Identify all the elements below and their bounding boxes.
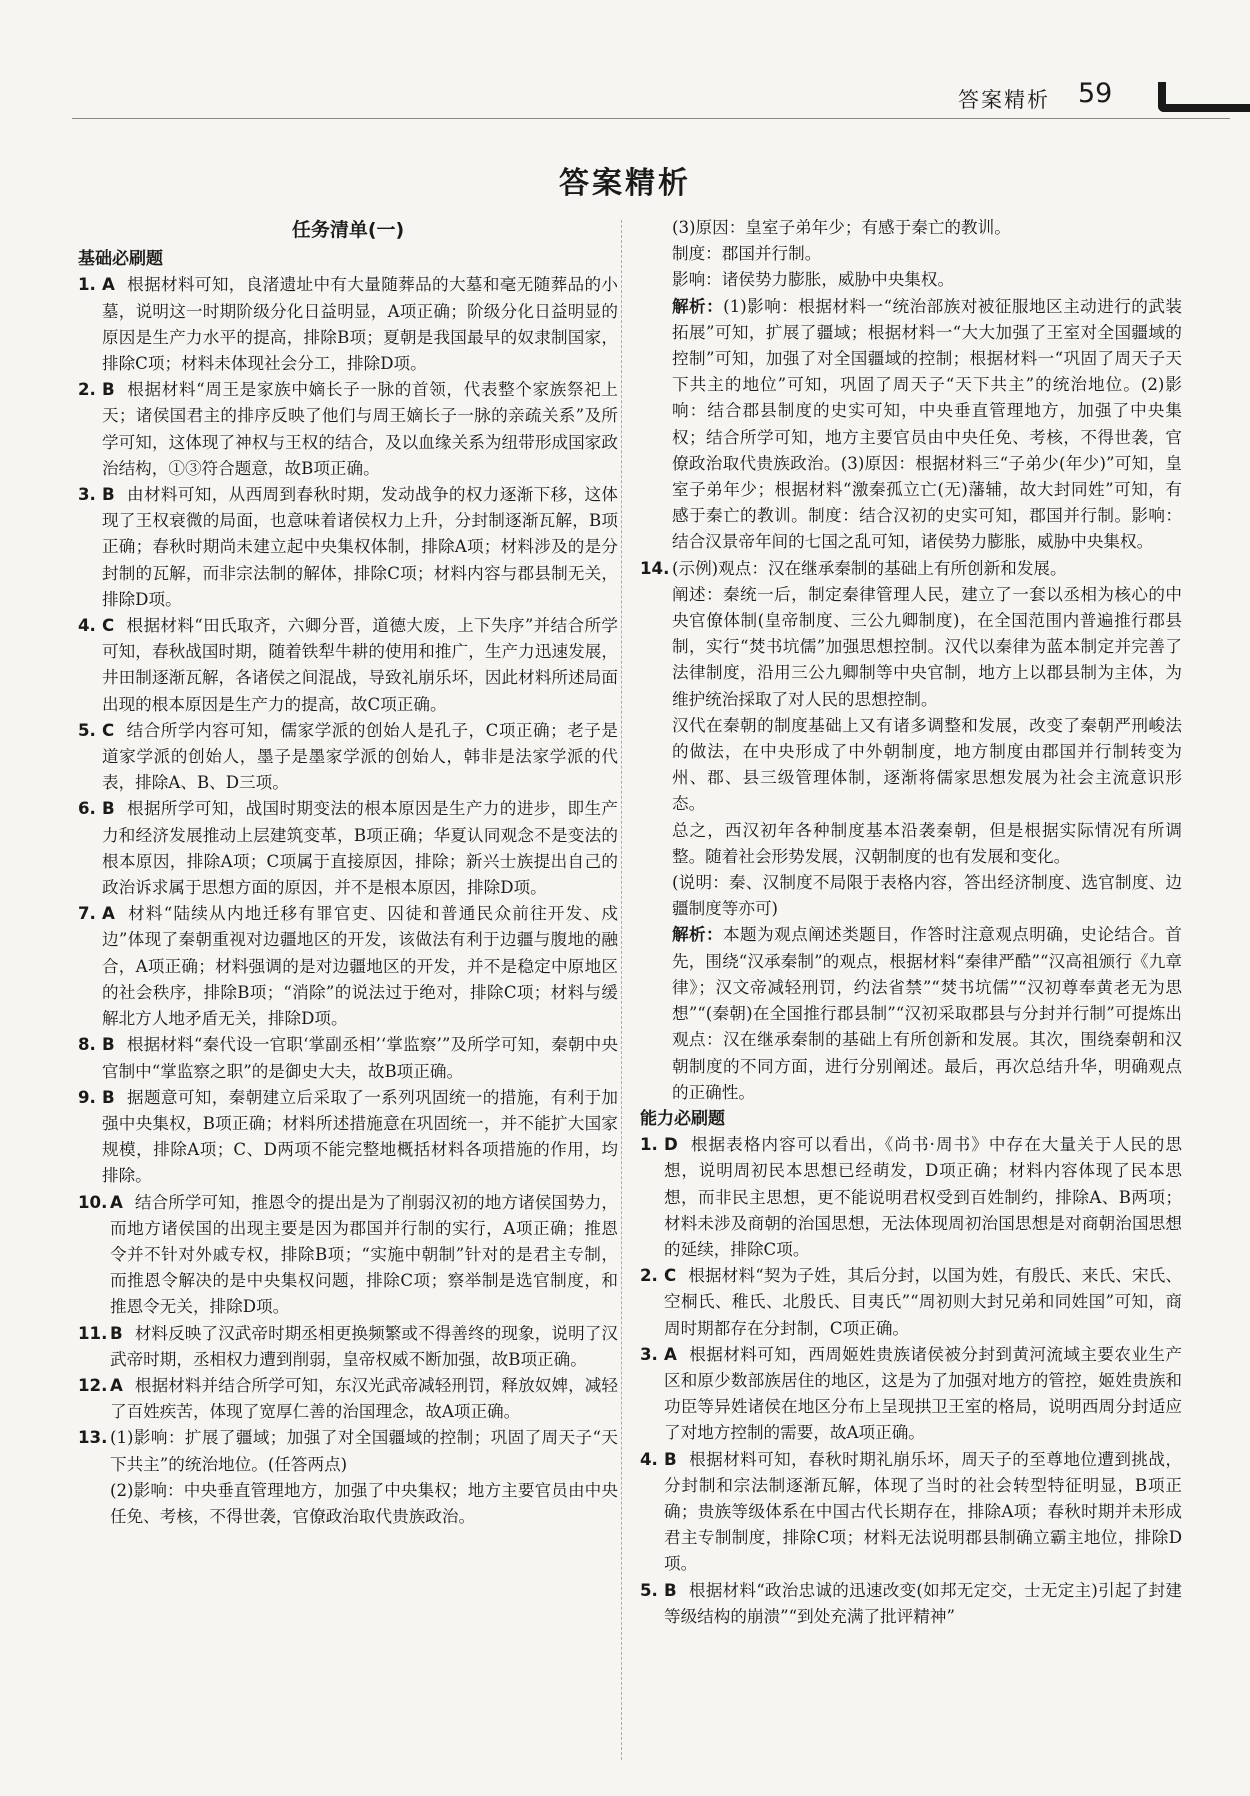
item-text xyxy=(102,482,618,613)
answer-item xyxy=(78,272,618,377)
item-text xyxy=(102,796,618,901)
answer-item xyxy=(78,1085,618,1190)
explanation: 材料反映了汉武帝时期丞相更换频繁或不得善终的现象，说明了汉武帝时期，丞相权力遭到削弱，皇帝权威不断加强，故B项正确。 xyxy=(110,1323,618,1369)
item-number: 1. xyxy=(78,275,96,295)
item-text xyxy=(102,613,618,718)
answer-item xyxy=(78,377,618,482)
item-number: 10. xyxy=(78,1192,108,1212)
answer-item xyxy=(78,1190,618,1321)
section-title: 任务清单(一) xyxy=(291,219,405,241)
item-number: 9. xyxy=(78,1087,96,1107)
answer-part: (说明：秦、汉制度不局限于表格内容，答出经济制度、选官制度、边疆制度等亦可) xyxy=(672,873,1182,919)
item-text xyxy=(664,1132,1182,1263)
answer-letter: B xyxy=(664,1580,677,1600)
analysis xyxy=(672,922,1182,1105)
item-text xyxy=(102,1085,618,1190)
answer-part: (示例)观点：汉在继承秦制的基础上有所创新和发展。 xyxy=(672,558,1067,578)
answer-item xyxy=(640,556,1182,1106)
page-title: 答案精析 xyxy=(559,166,691,201)
answer-part: 阐述：秦统一后，制定秦律管理人民，建立了一套以丞相为核心的中央官僚体制(皇帝制度、三公九卿制度)，在全国范围内普遍推行郡县制，实行“焚书坑儒”加强思想控制。汉代以秦律为蓝本制定并完善了法律制度，沿用三公九卿制等中央官制，地方上以郡县制为主体，为维护统治採取了对人民的思想控制。 xyxy=(672,584,1182,709)
answer-item xyxy=(78,1425,618,1530)
column-divider xyxy=(621,220,622,1760)
item-text xyxy=(102,718,618,797)
answer-item xyxy=(640,1132,1182,1263)
explanation: 根据材料可知，春秋时期礼崩乐坏，周天子的至尊地位遭到挑战，分封制和宗法制逐渐瓦解，体现了当时的社会转型特征明显，B项正确；贵族等级体系在中国古代长期存在，排除A项；春秋时期并未形成君主专制制度，排除C项；材料无法说明郡县制确立霸主地位，排除D项。 xyxy=(664,1449,1182,1574)
basic-section-heading: 基础必刷题 xyxy=(78,249,163,270)
item-number: 14. xyxy=(640,558,670,578)
answer-item xyxy=(78,796,618,901)
item-number: 2. xyxy=(640,1266,658,1286)
analysis-label: 解析： xyxy=(672,296,724,316)
item-text xyxy=(110,1373,618,1425)
item-text xyxy=(102,901,618,1032)
answer-letter: A xyxy=(110,1375,123,1395)
item-number: 5. xyxy=(78,720,96,740)
header-rule xyxy=(72,118,1230,119)
explanation: 根据所学可知，战国时期变法的根本原因是生产力的进步，即生产力和经济发展推动上层建筑变革，B项正确；华夏认同观念不是变法的根本原因，排除A项；C项属于直接原因，排除；新兴士族提出自己的政治诉求属于思想方面的原因，并不是根本原因，排除D项。 xyxy=(102,799,618,898)
answer-item xyxy=(640,1263,1182,1342)
item-number: 4. xyxy=(640,1449,658,1469)
explanation: 根据材料并结合所学可知，东汉光武帝减轻刑罚，释放奴婢，减轻了百姓疾苦，体现了宽厚仁善的治国理念，故A项正确。 xyxy=(110,1375,618,1422)
item-number: 2. xyxy=(78,380,96,400)
answer-part: 汉代在秦朝的制度基础上又有诸多调整和发展，改变了秦朝严刑峻法的做法，在中央形成了中外朝制度，地方制度由郡国并行制转变为州、郡、县三级管理体制，逐渐将儒家思想发展为社会主流意识形态。 xyxy=(672,715,1182,814)
explanation: 据题意可知，秦朝建立后采取了一系列巩固统一的措施，有利于加强中央集权，B项正确；材料所述措施意在巩固统一，并不能扩大国家规模，排除A项；C、D两项不能完整地概括材料各项措施的作用，均排除。 xyxy=(102,1087,618,1186)
answer-letter: A xyxy=(664,1344,677,1364)
answer-item xyxy=(78,901,618,1032)
explanation: 根据材料“契为子姓，其后分封，以国为姓，有殷氏、来氏、宋氏、空桐氏、稚氏、北殷氏、目夷氏”“周初则大封兄弟和同姓国”可知，商周时期都存在分封制，C项正确。 xyxy=(664,1266,1182,1338)
item-text xyxy=(664,1578,1182,1630)
explanation: 结合所学可知，推恩令的提出是为了削弱汉初的地方诸侯国势力，而地方诸侯国的出现主要是因为郡国并行制的实行，A项正确；推恩令并不针对外戚专权，排除B项；“实施中朝制”针对的是君主专制，而推恩令解决的是中央集权问题，排除C项；察举制是选官制度，和推恩令无关，排除D项。 xyxy=(110,1192,618,1317)
item-text xyxy=(102,377,618,482)
left-column xyxy=(78,215,618,1530)
item-text xyxy=(102,1032,618,1084)
answer-letter: B xyxy=(102,380,115,400)
item-number: 3. xyxy=(78,485,96,505)
item-number: 1. xyxy=(640,1135,658,1155)
item-text xyxy=(664,1447,1182,1578)
item-text xyxy=(672,556,1182,1106)
answer-item xyxy=(78,1373,618,1425)
explanation: 根据表格内容可以看出，《尚书·周书》中存在大量关于人民的思想，说明周初民本思想已经萌发，D项正确；材料内容体现了民本思想，而非民主思想，更不能说明君权受到百姓制约，排除A、B两项；材料未涉及商朝的治国思想，无法体现周初治国思想是对商朝治国思想的延续，排除C项。 xyxy=(664,1135,1182,1259)
answer-letter: A xyxy=(102,275,115,295)
explanation: 根据材料可知，良渚遗址中有大量随葬品的大墓和毫无随葬品的小墓，说明这一时期阶级分化日益明显，A项正确；阶级分化日益明显的原因是生产力水平的提高，排除B项；夏朝是我国最早的奴隶制国家，排除C项；材料未体现社会分工，排除D项。 xyxy=(102,275,618,374)
answer-part: (1)影响：扩展了疆域；加强了对全国疆域的控制；巩固了周天子“天下共主”的统治地位。(任答两点) xyxy=(110,1428,618,1474)
explanation: 根据材料可知，西周姬姓贵族诸侯被分封到黄河流域主要农业生产区和原少数部族居住的地区，这是为了加强对地方的管控，姬姓贵族和功臣等异姓诸侯在地区分布上呈现拱卫王室的格局，说明西周分封适应了对地方控制的需要，故A项正确。 xyxy=(664,1344,1182,1443)
analysis-text: (1)影响：根据材料一“统治部族对被征服地区主动进行的武装拓展”可知，扩展了疆域；根据材料一“大大加强了王室对全国疆域的控制”可知，加强了对全国疆域的控制；根据材料一“巩固了周天子天下共主的地位”可知，巩固了周天子“天下共主”的统治地位。(2)影响：结合郡县制度的史实可知，中央垂直管理地方，加强了中央集权；结合所学可知，地方主要官员由中央任免、考核，不得世袭，官僚政治取代贵族政治。(3)原因：根据材料三“子弟少(年少)”可知，皇室子弟年少；根据材料“激秦孤立亡(无)藩辅，故大封同姓”可知，有感于秦亡的教训。制度：结合汉初的史实可知，郡国并行制。影响：结合汉景帝年间的七国之乱可知，诸侯势力膨胀，威胁中央集权。 xyxy=(672,296,1182,552)
item-text xyxy=(110,1425,618,1530)
right-column xyxy=(640,215,1182,1630)
item-text xyxy=(110,1321,618,1373)
header-label: 答案精析 xyxy=(958,88,1050,112)
item-number: 3. xyxy=(640,1344,658,1364)
answer-item xyxy=(78,718,618,797)
analysis-label: 解析： xyxy=(672,925,724,945)
analysis xyxy=(640,294,1182,556)
page-number: 59 xyxy=(1078,78,1113,109)
answer-part: 总之，西汉初年各种制度基本沿袭秦朝，但是根据实际情况有所调整。随着社会形势发展，汉朝制度的也有发展和变化。 xyxy=(672,820,1182,866)
explanation: 材料“陆续从内地迁移有罪官吏、囚徒和普通民众前往开发、戍边”体现了秦朝重视对边疆地区的开发，该做法有利于边疆与腹地的融合，A项正确；材料强调的是对边疆地区的开发，并不是稳定中原地区的社会秩序，排除B项；“消除”的说法过于绝对，排除C项；材料与缓解北方人地矛盾无关，排除D项。 xyxy=(102,904,618,1029)
answer-letter: B xyxy=(102,1035,115,1055)
answer-letter: C xyxy=(102,720,115,740)
answer-item xyxy=(78,1032,618,1084)
explanation: 结合所学内容可知，儒家学派的创始人是孔子，C项正确；老子是道家学派的创始人，墨子是墨家学派的创始人，韩非是法家学派的代表，排除A、B、D三项。 xyxy=(102,720,618,793)
explanation: 根据材料“田氏取齐，六卿分晋，道德大废，上下失序”并结合所学可知，春秋战国时期，随着铁犁牛耕的使用和推广，生产力迅速发展，井田制逐渐瓦解，各诸侯之间混战，导致礼崩乐坏，因此材料所述局面出现的根本原因是生产力的提高，故C项正确。 xyxy=(102,616,618,714)
answer-letter: D xyxy=(664,1135,678,1155)
ability-section-heading: 能力必刷题 xyxy=(640,1108,725,1129)
item-number: 11. xyxy=(78,1323,108,1343)
answer-item xyxy=(640,1578,1182,1630)
explanation: 根据材料“周王是家族中嫡长子一脉的首领，代表整个家族祭祀上天；诸侯国君主的排序反映了他们与周王嫡长子一脉的亲疏关系”及所学可知，这体现了神权与王权的结合，及以血缘关系为纽带形成国家政治结构，①③符合题意，故B项正确。 xyxy=(102,380,618,478)
item-number: 5. xyxy=(640,1580,658,1600)
explanation: 根据材料“秦代设一官职‘掌副丞相’‘掌监察’”及所学可知，秦朝中央官制中“掌监察之职”的是御史大夫，故B项正确。 xyxy=(102,1035,618,1081)
explanation: 根据材料“政治忠诚的迅速改变(如邦无定交，士无定主)引起了封建等级结构的崩溃”“到处充满了批评精神” xyxy=(664,1580,1182,1626)
item-number: 8. xyxy=(78,1035,96,1055)
header-tab-decoration xyxy=(1158,82,1250,112)
analysis-text: 本题为观点阐述类题目，作答时注意观点明确，史论结合。首先，围绕“汉承秦制”的观点，根据材料“秦律严酷”“汉高祖颁行《九章律》；汉文帝减轻刑罚，约法省禁”“焚书坑儒”“汉初尊奉黄老无为思想”“(秦朝)在全国推行郡县制”“汉初采取郡县与分封并行制”可提炼出观点：汉在继承秦制的基础上有所创新和发展。其次，围绕秦朝和汉朝制度的不同方面，进行分别阐述。最后，再次总结升华，明确观点的正确性。 xyxy=(672,925,1183,1102)
answer-letter: B xyxy=(664,1449,677,1469)
answer-item xyxy=(78,613,618,718)
item-text xyxy=(664,1263,1182,1342)
answer-item xyxy=(640,1342,1182,1447)
item-number: 4. xyxy=(78,616,96,636)
item-text xyxy=(102,272,618,377)
answer-letter: B xyxy=(102,485,115,505)
answer-part: 制度：郡国并行制。 xyxy=(672,244,822,264)
answer-letter: B xyxy=(102,799,115,819)
answer-item xyxy=(78,482,618,613)
answer-part: 影响：诸侯势力膨胀，威胁中央集权。 xyxy=(672,270,955,290)
answer-part: (3)原因：皇室子弟年少；有感于秦亡的教训。 xyxy=(672,218,1011,237)
answer-letter: B xyxy=(110,1323,123,1343)
answer-letter: C xyxy=(102,616,115,636)
answer-item xyxy=(640,1447,1182,1578)
answer-letter: A xyxy=(110,1192,123,1212)
answer-letter: B xyxy=(102,1087,115,1107)
answer-item xyxy=(78,1321,618,1373)
item-text xyxy=(110,1190,618,1321)
answer-letter: A xyxy=(102,904,115,924)
item-number: 13. xyxy=(78,1428,108,1448)
item-text xyxy=(664,1342,1182,1447)
item-number: 12. xyxy=(78,1375,108,1395)
explanation: 由材料可知，从西周到春秋时期，发动战争的权力逐渐下移，这体现了王权衰微的局面，也意味着诸侯权力上升，分封制逐渐瓦解，B项正确；春秋时期尚未建立起中央集权体制，排除A项；材料涉及的是分封制的瓦解，而非宗法制的解体，排除C项；材料内容与郡县制无关，排除D项。 xyxy=(102,485,618,609)
item-number: 7. xyxy=(78,904,96,924)
item-number: 6. xyxy=(78,799,96,819)
answer-part: (2)影响：中央垂直管理地方，加强了中央集权；地方主要官员由中央任免、考核，不得世袭，官僚政治取代贵族政治。 xyxy=(110,1480,618,1526)
answer-letter: C xyxy=(664,1266,677,1286)
